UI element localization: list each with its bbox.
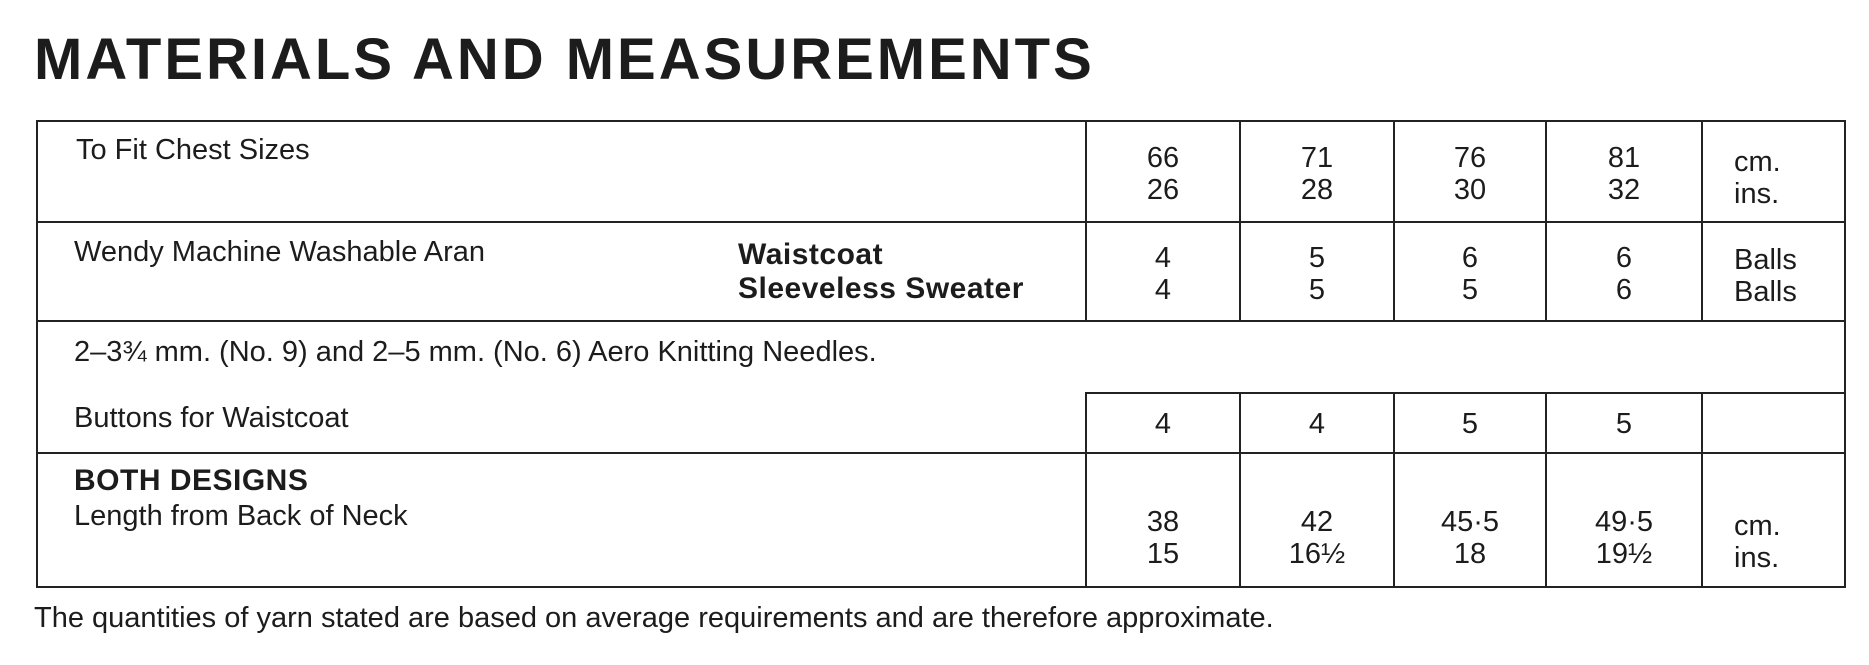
- yarn-label: Wendy Machine Washable Aran: [74, 236, 486, 268]
- chest-unit-ins: ins.: [1734, 178, 1780, 210]
- length-ins-size-1: 15: [1146, 538, 1180, 570]
- chest-ins-size-2: 28: [1300, 174, 1334, 206]
- column-divider: [1701, 122, 1703, 322]
- chest-cm-size-4: 81: [1607, 142, 1641, 174]
- sweater-balls-size-4: 6: [1615, 274, 1633, 306]
- chest-ins-size-4: 32: [1607, 174, 1641, 206]
- length-label: Length from Back of Neck: [74, 500, 408, 532]
- chest-unit-cm: cm.: [1734, 146, 1781, 178]
- sweater-label: Sleeveless Sweater: [738, 272, 1024, 305]
- sweater-balls-size-2: 5: [1308, 274, 1326, 306]
- buttons-label: Buttons for Waistcoat: [74, 402, 349, 434]
- buttons-size-4: 5: [1615, 408, 1633, 440]
- chest-cm-size-1: 66: [1146, 142, 1180, 174]
- sweater-balls-unit: Balls: [1734, 276, 1797, 308]
- waistcoat-balls-size-2: 5: [1308, 242, 1326, 274]
- needles-text: 2–3¾ mm. (No. 9) and 2–5 mm. (No. 6) Aero Knitting Needles.: [74, 336, 877, 368]
- length-ins-size-2: 16½: [1288, 538, 1346, 570]
- waistcoat-balls-size-3: 6: [1461, 242, 1479, 274]
- sweater-balls-size-3: 5: [1461, 274, 1479, 306]
- chest-ins-size-1: 26: [1146, 174, 1180, 206]
- materials-table: [36, 120, 1846, 588]
- row-divider: [38, 452, 1844, 454]
- both-designs-heading: BOTH DESIGNS: [74, 464, 309, 497]
- waistcoat-balls-size-1: 4: [1154, 242, 1172, 274]
- page-title: MATERIALS AND MEASUREMENTS: [34, 27, 1095, 92]
- row-divider: [38, 320, 1844, 322]
- length-cm-size-1: 38: [1146, 506, 1180, 538]
- chest-sizes-label: To Fit Chest Sizes: [76, 134, 310, 166]
- length-ins-size-4: 19½: [1595, 538, 1653, 570]
- length-cm-size-4: 49·5: [1594, 506, 1654, 538]
- length-unit-ins: ins.: [1734, 542, 1780, 574]
- chest-cm-size-3: 76: [1453, 142, 1487, 174]
- buttons-size-2: 4: [1308, 408, 1326, 440]
- sweater-balls-size-1: 4: [1154, 274, 1172, 306]
- length-cm-size-3: 45·5: [1440, 506, 1500, 538]
- chest-cm-size-2: 71: [1300, 142, 1334, 174]
- row-divider: [1085, 392, 1844, 394]
- waistcoat-label: Waistcoat: [738, 238, 884, 271]
- length-unit-cm: cm.: [1734, 510, 1781, 542]
- length-ins-size-3: 18: [1453, 538, 1487, 570]
- waistcoat-balls-unit: Balls: [1734, 244, 1797, 276]
- row-divider: [38, 221, 1844, 223]
- buttons-size-1: 4: [1154, 408, 1172, 440]
- buttons-size-3: 5: [1461, 408, 1479, 440]
- length-cm-size-2: 42: [1300, 506, 1334, 538]
- footnote: The quantities of yarn stated are based on average requirements and are therefore approximate.: [34, 602, 1274, 634]
- column-divider: [1701, 392, 1703, 588]
- waistcoat-balls-size-4: 6: [1615, 242, 1633, 274]
- chest-ins-size-3: 30: [1453, 174, 1487, 206]
